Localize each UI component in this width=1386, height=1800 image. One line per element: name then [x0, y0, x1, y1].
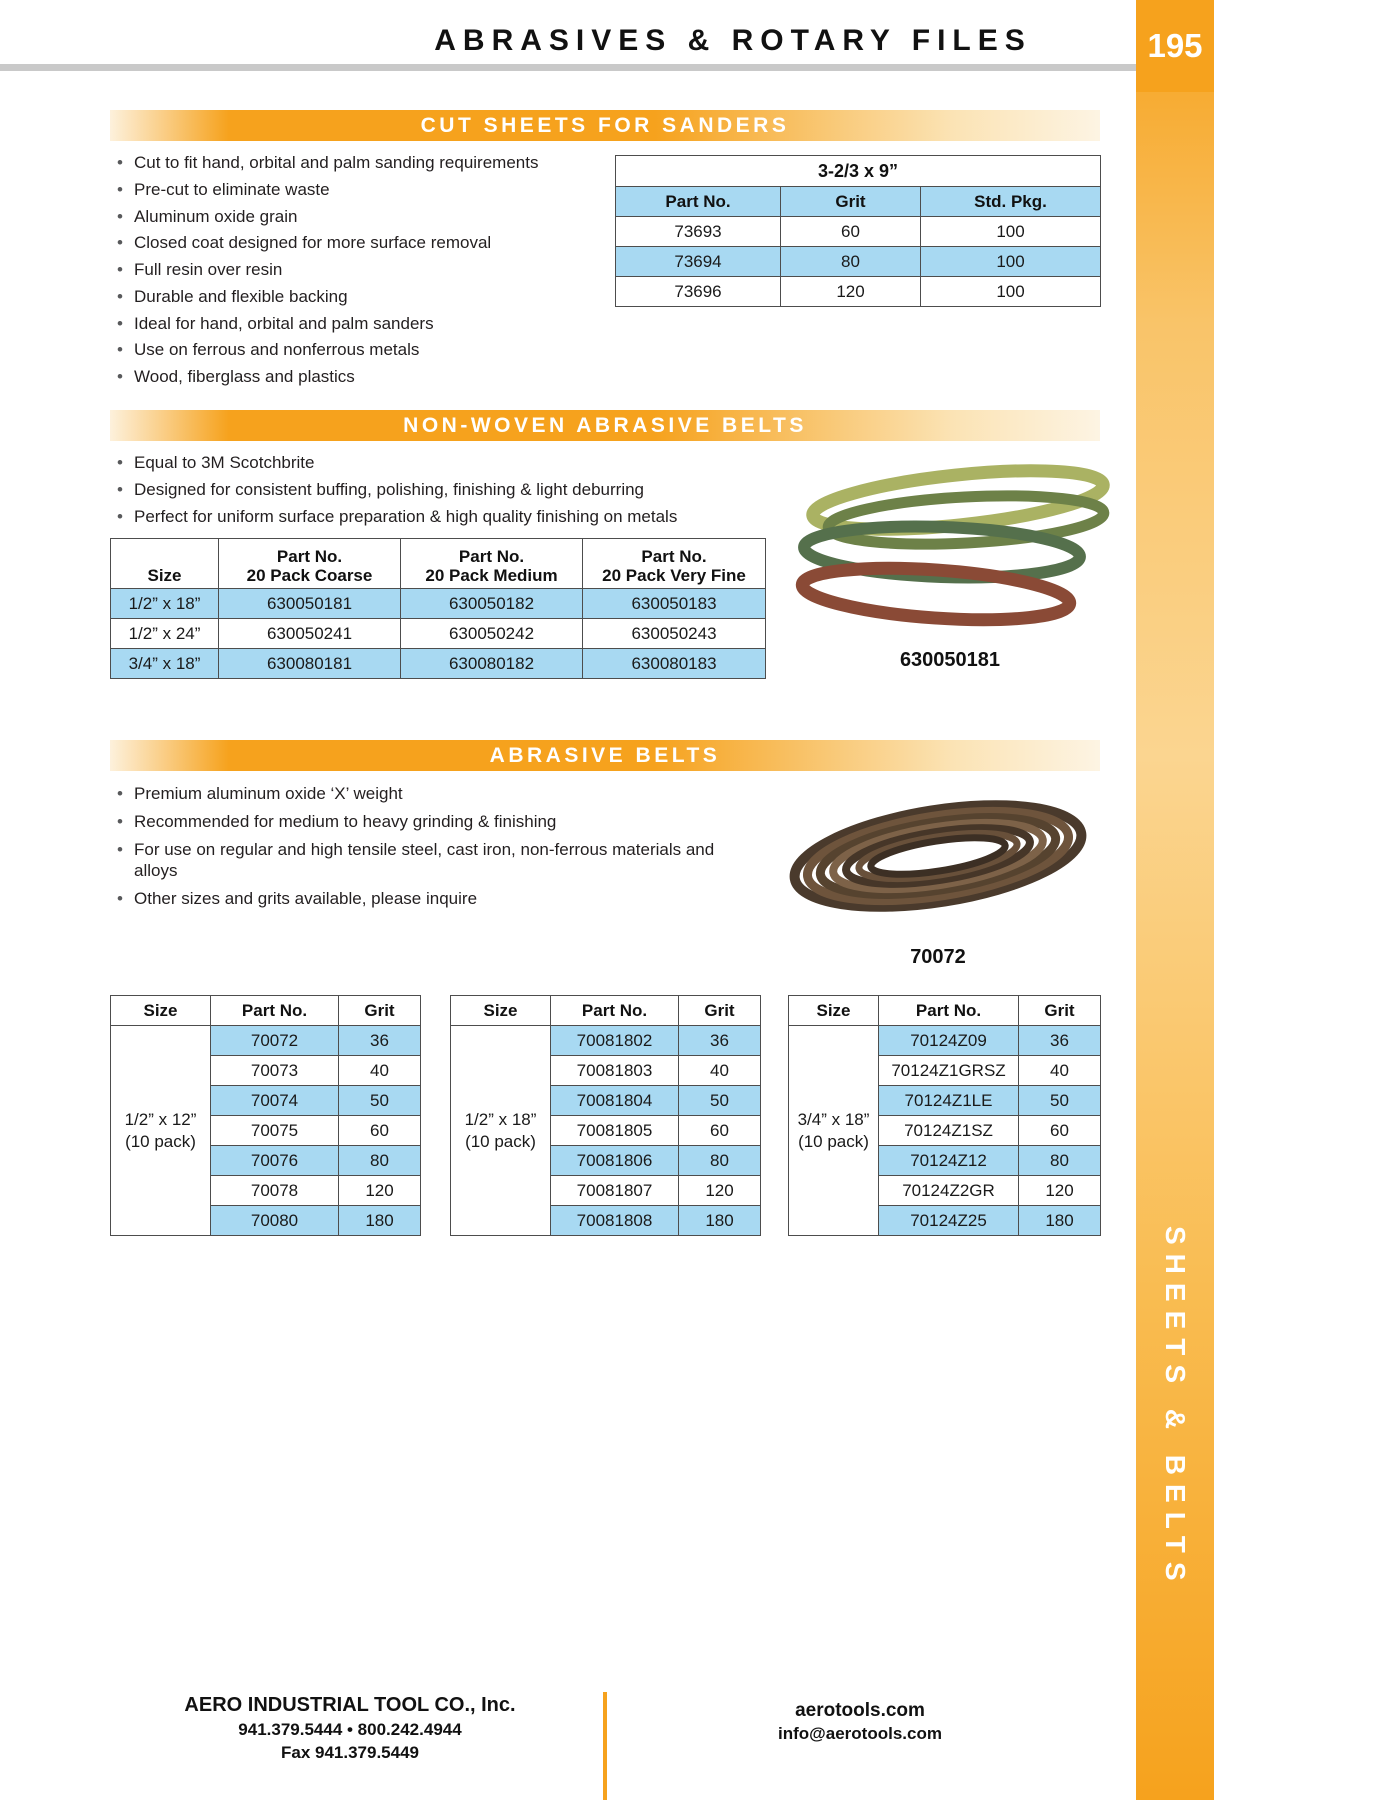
- table-cell: 70074: [211, 1086, 339, 1116]
- footer-contact-block: [680, 1700, 1040, 1744]
- table-cell: 630080182: [401, 649, 583, 679]
- table-row: [616, 247, 1101, 277]
- footer-email: info@aerotools.com: [778, 1724, 942, 1743]
- footer-phone: 941.379.5444 • 800.242.4944: [238, 1720, 462, 1739]
- bullet-item: • Ideal for hand, orbital and palm sanders: [112, 313, 642, 335]
- table-cell: 70078: [211, 1176, 339, 1206]
- table-row: [111, 619, 766, 649]
- non-woven-belts-figure: [790, 458, 1110, 672]
- table-cell: 60: [781, 217, 921, 247]
- table-cell: 60: [1019, 1116, 1101, 1146]
- table-cell: 100: [921, 217, 1101, 247]
- footer-fax: Fax 941.379.5449: [280, 1743, 419, 1762]
- table-cell: 50: [339, 1086, 421, 1116]
- column-header: Grit: [781, 187, 921, 217]
- abrasive-belts-figure: [778, 778, 1098, 969]
- table-cell: 630050241: [219, 619, 401, 649]
- table-cell: 70124Z1LE: [879, 1086, 1019, 1116]
- table-header-row: [451, 996, 761, 1026]
- bullet-item: • Use on ferrous and nonferrous metals: [112, 339, 642, 361]
- table-cell: 120: [1019, 1176, 1101, 1206]
- column-header: Size: [789, 996, 879, 1026]
- table-head: [789, 996, 1101, 1026]
- bullet-item: • For use on regular and high tensile steel, cast iron, non-ferrous materials and alloys: [112, 839, 762, 883]
- table-cell: 40: [1019, 1056, 1101, 1086]
- table-cell: 60: [679, 1116, 761, 1146]
- table-cell: 1/2” x 24”: [111, 619, 219, 649]
- bullet-item: • Other sizes and grits available, please inquire: [112, 888, 762, 910]
- column-header: Size: [451, 996, 551, 1026]
- size-cell: 1/2” x 12” (10 pack): [111, 1026, 211, 1236]
- column-header: Grit: [339, 996, 421, 1026]
- table-cell: 73694: [616, 247, 781, 277]
- side-tab-label: SHEETS & BELTS: [1160, 1226, 1191, 1590]
- abrasive-belts-bullet-list: [112, 783, 762, 916]
- bullet-item: • Perfect for uniform surface preparation & high quality finishing on metals: [112, 506, 832, 528]
- column-header: Size: [111, 996, 211, 1026]
- column-header: Part No. 20 Pack Coarse: [219, 539, 401, 589]
- table-cell: 73693: [616, 217, 781, 247]
- table-cell: 120: [781, 277, 921, 307]
- non-woven-table: [110, 538, 766, 679]
- abrasive-belts-table-half-by-12: [110, 995, 421, 1236]
- table-cell: 50: [679, 1086, 761, 1116]
- footer-divider: [603, 1692, 607, 1800]
- table-cell: 70081808: [551, 1206, 679, 1236]
- column-header: Part No.: [879, 996, 1019, 1026]
- column-header: Part No.: [211, 996, 339, 1026]
- table-body: [111, 1026, 421, 1236]
- table-cell: 70124Z1SZ: [879, 1116, 1019, 1146]
- table-cell: 80: [679, 1146, 761, 1176]
- table-cell: 60: [339, 1116, 421, 1146]
- bullet-item: • Premium aluminum oxide ‘X’ weight: [112, 783, 762, 805]
- table-cell: 630050182: [401, 589, 583, 619]
- table-cell: 100: [921, 277, 1101, 307]
- column-header: Part No. 20 Pack Very Fine: [583, 539, 766, 589]
- table-cell: 70081802: [551, 1026, 679, 1056]
- bullet-item: • Wood, fiberglass and plastics: [112, 366, 642, 388]
- footer-company-block: [170, 1694, 530, 1763]
- table-cell: 180: [1019, 1206, 1101, 1236]
- table-head: [111, 996, 421, 1026]
- table-header-row: [616, 187, 1101, 217]
- column-header: Part No. 20 Pack Medium: [401, 539, 583, 589]
- non-woven-table-head: [111, 539, 766, 589]
- cut-sheets-table-head: [616, 156, 1101, 217]
- table-row: [451, 1026, 761, 1056]
- bullet-item: • Cut to fit hand, orbital and palm sanding requirements: [112, 152, 642, 174]
- size-cell: 3/4” x 18” (10 pack): [789, 1026, 879, 1236]
- cut-sheets-table: [615, 155, 1101, 307]
- table-body: [451, 1026, 761, 1236]
- table-cell: 40: [679, 1056, 761, 1086]
- table-cell: 50: [1019, 1086, 1101, 1116]
- non-woven-belts-photo: [790, 458, 1110, 636]
- table-cell: 36: [679, 1026, 761, 1056]
- table-cell: 70081803: [551, 1056, 679, 1086]
- table-cell: 70124Z1GRSZ: [879, 1056, 1019, 1086]
- column-header: Grit: [679, 996, 761, 1026]
- table-cell: 70080: [211, 1206, 339, 1236]
- table-cell: 36: [339, 1026, 421, 1056]
- bullet-item: • Recommended for medium to heavy grinding & finishing: [112, 811, 762, 833]
- table-cell: 70081806: [551, 1146, 679, 1176]
- section-banner-abrasive-belts: ABRASIVE BELTS: [110, 740, 1100, 771]
- bullet-item: • Aluminum oxide grain: [112, 206, 642, 228]
- table-cell: 630050183: [583, 589, 766, 619]
- table-row: [111, 1026, 421, 1056]
- table-cell: 180: [679, 1206, 761, 1236]
- column-header: Size: [111, 539, 219, 589]
- table-cell: 70072: [211, 1026, 339, 1056]
- table-row: [616, 217, 1101, 247]
- table-cell: 80: [339, 1146, 421, 1176]
- figure-caption: 70072: [910, 946, 966, 968]
- table-body: [789, 1026, 1101, 1236]
- table-head: [451, 996, 761, 1026]
- cut-sheets-table-body: [616, 217, 1101, 307]
- table-cell: 630080181: [219, 649, 401, 679]
- table-cell: 1/2” x 18”: [111, 589, 219, 619]
- table-cell: 120: [679, 1176, 761, 1206]
- table-cell: 70081805: [551, 1116, 679, 1146]
- column-header: Part No.: [616, 187, 781, 217]
- table-cell: 80: [781, 247, 921, 277]
- column-header: Grit: [1019, 996, 1101, 1026]
- table-cell: 180: [339, 1206, 421, 1236]
- page-number: 195: [1136, 0, 1214, 92]
- table-cell: 630080183: [583, 649, 766, 679]
- table-header-row: [789, 996, 1101, 1026]
- bullet-item: • Equal to 3M Scotchbrite: [112, 452, 832, 474]
- table-header-row: [111, 539, 766, 589]
- table-cell: 40: [339, 1056, 421, 1086]
- table-cell: 36: [1019, 1026, 1101, 1056]
- table-cell: 70073: [211, 1056, 339, 1086]
- table-title: 3-2/3 x 9”: [616, 156, 1101, 187]
- bullet-item: • Closed coat designed for more surface removal: [112, 232, 642, 254]
- table-cell: 120: [339, 1176, 421, 1206]
- column-header: Std. Pkg.: [921, 187, 1101, 217]
- column-header: Part No.: [551, 996, 679, 1026]
- table-header-row: [111, 996, 421, 1026]
- table-cell: 3/4” x 18”: [111, 649, 219, 679]
- cut-sheets-bullet-list: [112, 152, 642, 393]
- footer-website: aerotools.com: [795, 1700, 925, 1721]
- table-cell: 73696: [616, 277, 781, 307]
- table-cell: 70124Z12: [879, 1146, 1019, 1176]
- bullet-item: • Pre-cut to eliminate waste: [112, 179, 642, 201]
- page-title: ABRASIVES & ROTARY FILES: [434, 24, 1032, 57]
- bullet-item: • Durable and flexible backing: [112, 286, 642, 308]
- table-cell: 100: [921, 247, 1101, 277]
- table-cell: 70124Z09: [879, 1026, 1019, 1056]
- table-cell: 630050243: [583, 619, 766, 649]
- table-cell: 630050181: [219, 589, 401, 619]
- bullet-item: • Full resin over resin: [112, 259, 642, 281]
- table-cell: 70081804: [551, 1086, 679, 1116]
- non-woven-bullet-list: [112, 452, 832, 532]
- table-cell: 70076: [211, 1146, 339, 1176]
- abrasive-belts-table-half-by-18: [450, 995, 761, 1236]
- table-cell: 70075: [211, 1116, 339, 1146]
- abrasive-belts-photo: [778, 778, 1098, 933]
- table-cell: 70081807: [551, 1176, 679, 1206]
- bullet-item: • Designed for consistent buffing, polishing, finishing & light deburring: [112, 479, 832, 501]
- side-tab: [1136, 0, 1214, 1800]
- table-cell: 70124Z2GR: [879, 1176, 1019, 1206]
- figure-caption: 630050181: [899, 649, 1001, 671]
- table-title-row: [616, 156, 1101, 187]
- table-row: [616, 277, 1101, 307]
- section-banner-cut-sheets: CUT SHEETS FOR SANDERS: [110, 110, 1100, 141]
- footer-company-name: AERO INDUSTRIAL TOOL CO., Inc.: [184, 1694, 516, 1716]
- non-woven-table-body: [111, 589, 766, 679]
- table-row: [789, 1026, 1101, 1056]
- table-cell: 80: [1019, 1146, 1101, 1176]
- table-cell: 70124Z25: [879, 1206, 1019, 1236]
- section-banner-non-woven: NON-WOVEN ABRASIVE BELTS: [110, 410, 1100, 441]
- table-cell: 630050242: [401, 619, 583, 649]
- table-row: [111, 649, 766, 679]
- abrasive-belts-table-threequarter-by-18: [788, 995, 1101, 1236]
- size-cell: 1/2” x 18” (10 pack): [451, 1026, 551, 1236]
- table-row: [111, 589, 766, 619]
- title-rule: [0, 64, 1136, 71]
